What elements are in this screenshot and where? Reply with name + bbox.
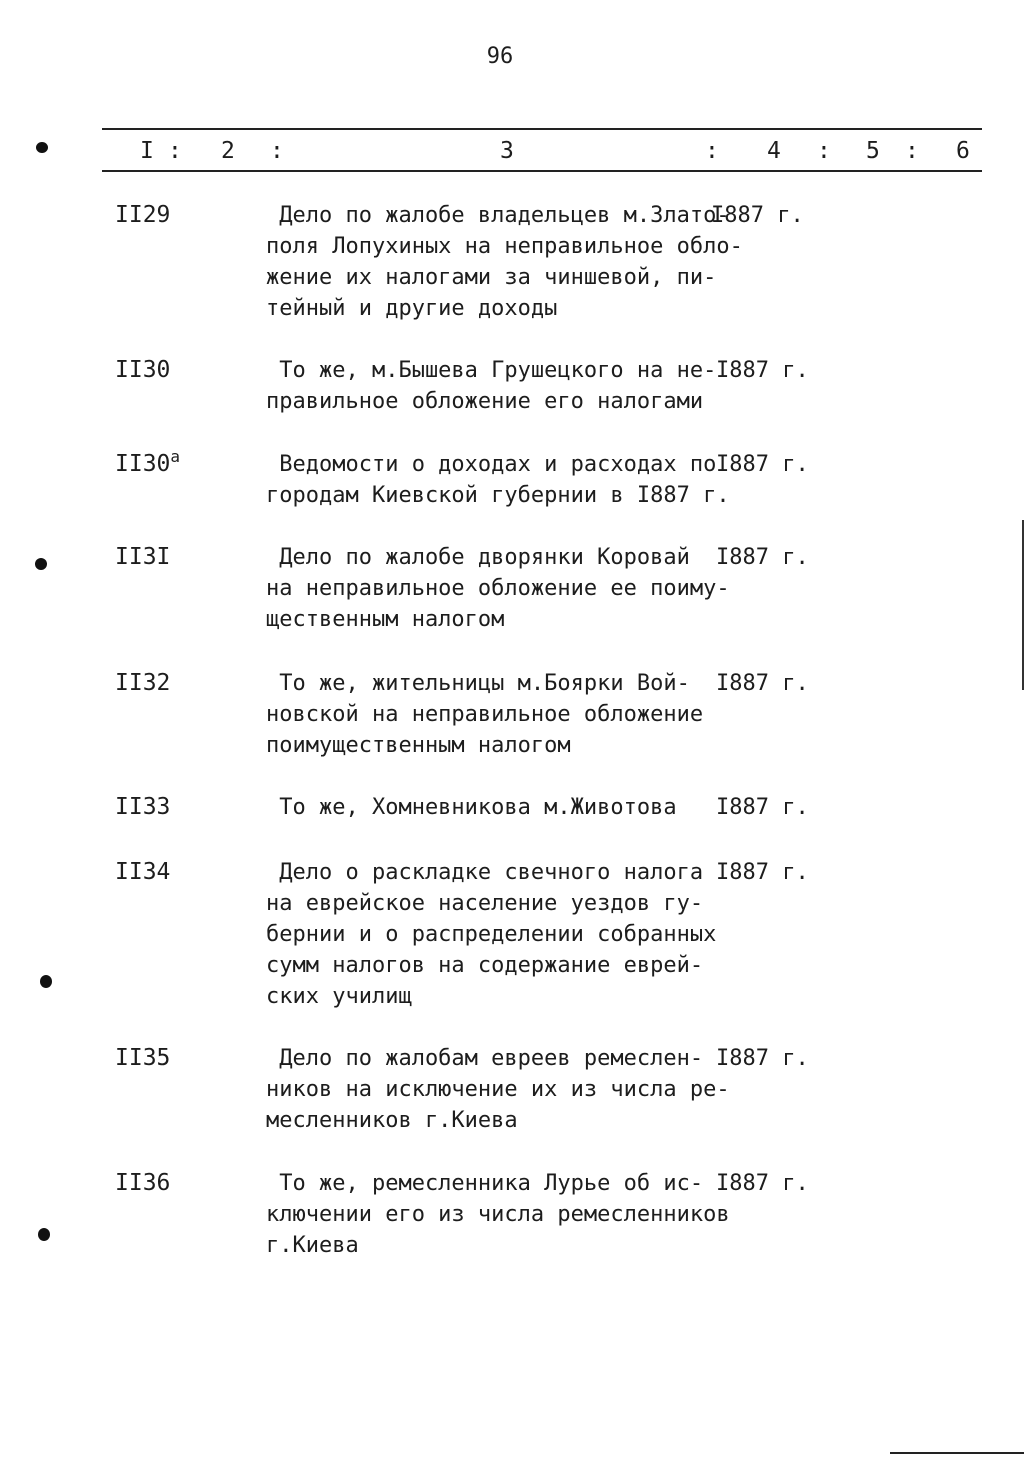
binder-hole-mark [40, 975, 52, 988]
entry-description [266, 449, 736, 511]
page-number: 96 [486, 44, 514, 69]
header-col-4: 4 [767, 138, 781, 164]
entry-number: II33 [115, 794, 171, 820]
entry-year: I887 г. [716, 452, 809, 477]
description-line: Дело о раскладке свечного налога [266, 860, 704, 885]
description-line: сумм налогов на содержание еврей- [266, 953, 704, 978]
entry-description [266, 542, 736, 635]
entry-number: II30 [115, 451, 171, 477]
header-col-2: 2 [221, 138, 235, 164]
description-line: Дело по жалобам евреев ремеслен- [266, 1046, 704, 1071]
header-col-5: 5 [866, 138, 880, 164]
description-line: новской на неправильное обложение [266, 702, 704, 727]
entry-number: II35 [115, 1045, 171, 1071]
entry-description [266, 792, 736, 823]
entry-year: I887 г. [716, 671, 809, 696]
binder-hole-mark [36, 142, 48, 153]
entry-description [266, 1168, 736, 1261]
description-line: ников на исключение их из числа ре- [266, 1077, 730, 1102]
description-line: на еврейское население уездов гу- [266, 891, 704, 916]
description-line: городам Киевской губернии в I887 г. [266, 483, 730, 508]
binder-hole-mark [35, 558, 47, 570]
description-line: месленников г.Киева [266, 1108, 518, 1133]
header-separator-2: : [270, 138, 284, 164]
entry-description [266, 200, 743, 324]
description-line: Дело по жалобе владельцев м.Злато- [266, 203, 730, 228]
entry-number-wrapper [115, 449, 180, 480]
table-header-bottom-rule [102, 170, 982, 172]
entry-year: I887 г. [716, 1046, 809, 1071]
entry-number: II34 [115, 859, 171, 885]
entry-description [266, 668, 736, 761]
entry-year: I887 г. [716, 358, 809, 383]
header-col-3: 3 [500, 138, 514, 164]
description-line: То же, Хомневникова м.Животова [266, 795, 677, 820]
description-line: ключении его из числа ремесленников [266, 1202, 730, 1227]
entry-number-superscript: а [170, 447, 181, 466]
header-col-6: 6 [956, 138, 970, 164]
description-line: поимущественным налогом [266, 733, 571, 758]
binder-hole-mark [38, 1228, 50, 1241]
entry-description [266, 1043, 736, 1136]
header-separator-1: : [168, 138, 182, 164]
entry-description [266, 857, 736, 1012]
scan-edge-trace [890, 1452, 1024, 1454]
header-separator-4: : [817, 138, 831, 164]
header-separator-3: : [705, 138, 719, 164]
description-line: Дело по жалобе дворянки Коровай [266, 545, 690, 570]
description-line: г.Киева [266, 1233, 359, 1258]
description-line: Ведомости о доходах и расходах по [266, 452, 717, 477]
entry-year: I887 г. [711, 203, 804, 228]
description-line: То же, ремесленника Лурье об ис- [266, 1171, 704, 1196]
table-header-top-rule [102, 128, 982, 130]
entry-year: I887 г. [716, 860, 809, 885]
entry-number: II32 [115, 670, 171, 696]
description-line: То же, жительницы м.Боярки Вой- [266, 671, 690, 696]
entry-number: II30 [115, 357, 171, 383]
description-line: щественным налогом [266, 607, 505, 632]
entry-number: II29 [115, 202, 171, 228]
header-separator-5: : [905, 138, 919, 164]
header-col-1: I [140, 138, 154, 164]
entry-year: I887 г. [716, 795, 809, 820]
entry-year: I887 г. [716, 1171, 809, 1196]
description-line: То же, м.Бышева Грушецкого на не- [266, 358, 717, 383]
description-line: тейный и другие доходы [266, 296, 558, 321]
description-line: правильное обложение его налогами [266, 389, 704, 414]
entry-number: II36 [115, 1170, 171, 1196]
entry-description [266, 355, 736, 417]
entry-number: II3I [115, 544, 171, 570]
description-line: жение их налогами за чиншевой, пи- [266, 265, 717, 290]
entry-year: I887 г. [716, 545, 809, 570]
description-line: бернии и о распределении собранных [266, 922, 717, 947]
description-line: поля Лопухиных на неправильное обло- [266, 234, 743, 259]
description-line: на неправильное обложение ее поиму- [266, 576, 730, 601]
description-line: ских училищ [266, 984, 412, 1009]
